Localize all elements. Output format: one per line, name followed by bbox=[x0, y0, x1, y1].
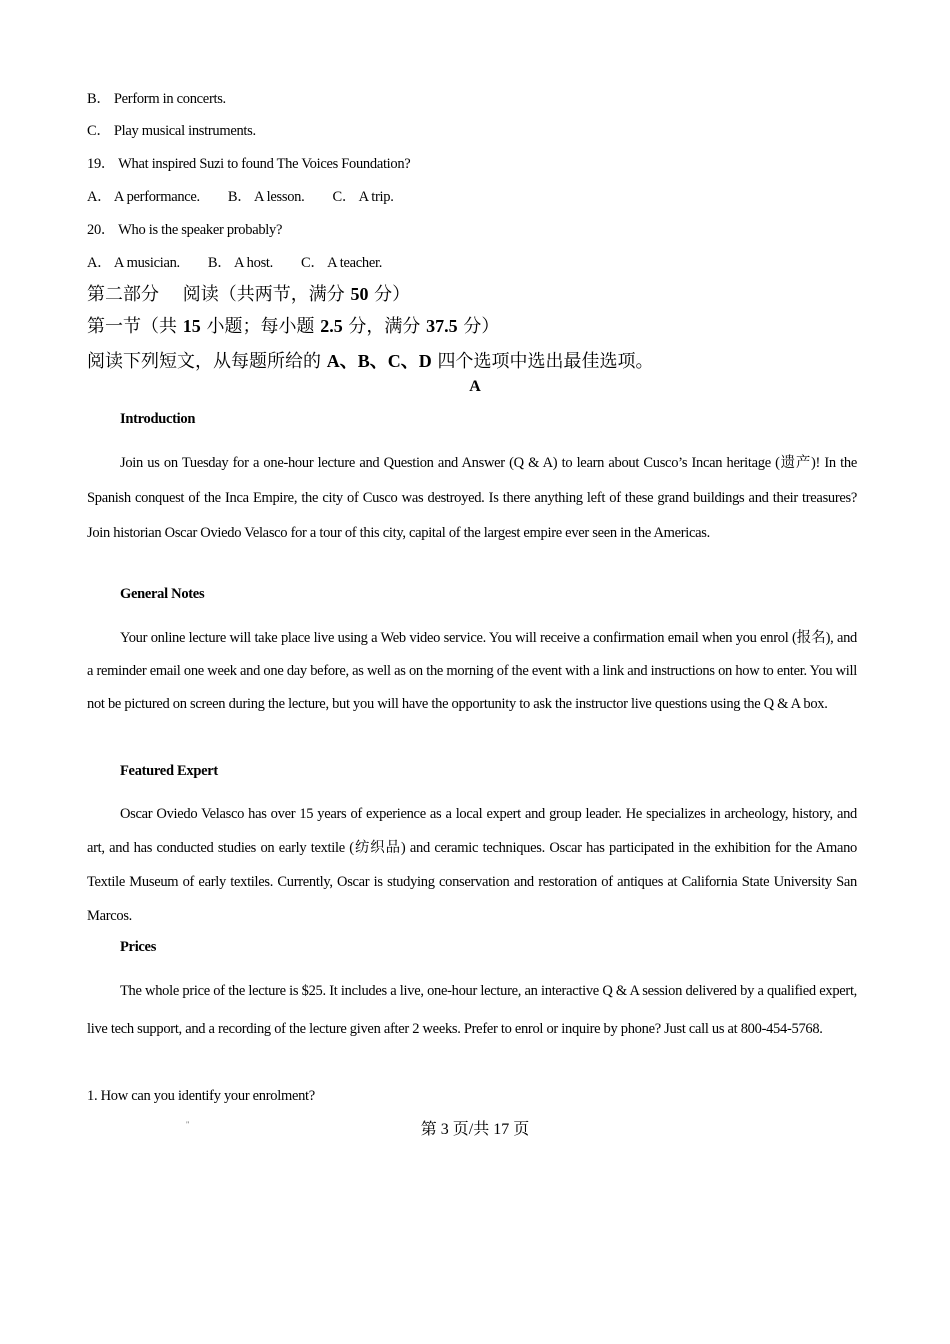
notes-heading: General Notes bbox=[120, 586, 205, 602]
intro-text: Join us on Tuesday for a one-hour lecture and Question and Answer (Q & A) to learn about Cusco’s Incan heritage (遗产)! In the Spanish conquest of the Inca Empire, the city of Cusco was destroyed. Is there anything left of these grand buildings and their treasures? Join historian Oscar Oviedo Velasco for a tour of this city, capital of the largest empire ever seen in the Americas. bbox=[87, 455, 857, 541]
option-18c: C． Play musical instruments. bbox=[87, 123, 256, 139]
prices-heading: Prices bbox=[120, 939, 157, 955]
passage-label: A bbox=[469, 378, 481, 395]
question-1: 1. How can you identify your enrolment? bbox=[87, 1088, 315, 1104]
question-20-options bbox=[87, 251, 382, 272]
intro-heading: Introduction bbox=[120, 411, 196, 427]
option-20a: A． A musician. bbox=[87, 255, 180, 271]
section-title: 第一节（共 15 小题；每小题 2.5 分，满分 37.5 分） bbox=[87, 316, 500, 337]
option-18b: B． Perform in concerts. bbox=[87, 91, 226, 107]
option-19c: C． A trip. bbox=[332, 189, 394, 205]
question-19-options bbox=[87, 185, 394, 206]
option-20c: C． A teacher. bbox=[300, 255, 383, 271]
notes-text: Your online lecture will take place live using a Web video service. You will receive a confirmation email when you enrol (报名), and a reminder email one week and one day before, as well as on the morning of the event with a link and instructions on how to enter. You will not be pictured on screen during the lecture, but you will have the opportunity to ask the instructor live questions using the Q & A box. bbox=[87, 630, 857, 712]
expert-text: Oscar Oviedo Velasco has over 15 years of experience as a local expert and group leader. He specializes in archeology, history, and art, and has conducted studies on early textile (纺织品) and ceramic techniques. Oscar has participated in the exhibition for the Amano Textile Museum of early textiles. Currently, Oscar is studying conservation and restoration of antiques at California State University San Marcos. bbox=[87, 806, 857, 924]
part-title: 第二部分 阅读（共两节，满分 50 分） bbox=[87, 284, 411, 305]
page-number: 第 3 页/共 17 页 bbox=[420, 1121, 530, 1138]
footer-mark: " bbox=[186, 1120, 190, 1129]
question-19: 19． What inspired Suzi to found The Voices Foundation? bbox=[87, 156, 411, 172]
expert-heading: Featured Expert bbox=[120, 763, 218, 779]
option-19b: B． A lesson. bbox=[227, 189, 305, 205]
question-20: 20． Who is the speaker probably? bbox=[87, 222, 283, 238]
option-19a: A． A performance. bbox=[87, 189, 200, 205]
prices-text: The whole price of the lecture is $25. It includes a live, one-hour lecture, an interactive Q & A session delivered by a qualified expert, live tech support, and a recording of the lecture given after 2 weeks. Prefer to enrol or inquire by phone? Just call us at 800-454-5768. bbox=[87, 983, 857, 1037]
instructions: 阅读下列短文，从每题所给的 A、B、C、D 四个选项中选出最佳选项。 bbox=[87, 351, 654, 372]
option-20b: B． A host. bbox=[207, 255, 273, 271]
